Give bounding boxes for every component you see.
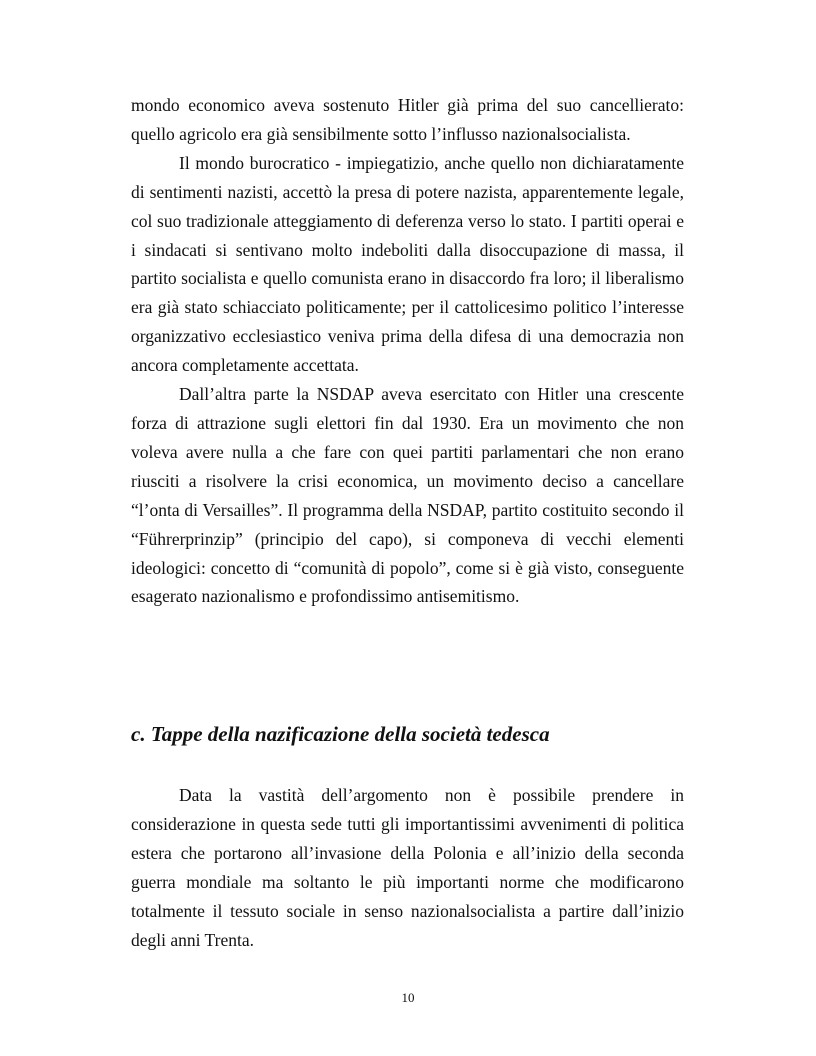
paragraph-nsdap: Dall’altra parte la NSDAP aveva esercitato con Hitler una crescente forza di attrazione sugli elettori fin dal 1930. Era un movimento che non voleva avere nulla a che fare con quei partiti parlamentari che non erano riusciti a risolvere la crisi economica, un movimento deciso a cancellare “l’onta di Versailles”. Il programma della NSDAP, partito costituito secondo il “Führerprinzip” (principio del capo), si componeva di vecchi elementi ideologici: concetto di “comunità di popolo”, come si è già visto, conseguente esagerato nazionalismo e profondissimo antisemitismo. — [131, 384, 684, 607]
section-heading: c. Tappe della nazificazione della società tedesca — [131, 722, 550, 746]
paragraph-section-intro: Data la vastità dell’argomento non è possibile prendere in considerazione in questa sede tutti gli importantissimi avvenimenti di politica estera che portarono all’invasione della Polonia e all’inizio della seconda guerra mondiale ma soltanto le più importanti norme che modificarono totalmente il tessuto sociale in senso nazionalsocialista a partire dall’inizio degli anni Trenta. — [131, 785, 684, 950]
paragraph-bureaucracy: Il mondo burocratico - impiegatizio, anche quello non dichiaratamente di sentimenti nazisti, accettò la presa di potere nazista, apparentemente legale, col suo tradizionale atteggiamento di deferenza verso lo stato. I partiti operai e i sindacati si sentivano molto indeboliti dalla disoccupazione di massa, il partito socialista e quello comunista erano in disaccordo fra loro; il liberalismo era già stato schiacciato politicamente; per il cattolicesimo politico l’interesse organizzativo ecclesiastico veniva prima della difesa di una democrazia non ancora completamente accettata. — [131, 152, 684, 376]
body-text — [131, 91, 684, 611]
section-body — [131, 781, 684, 954]
paragraph-continuation: mondo economico aveva sostenuto Hitler già prima del suo cancellierato: quello agricolo era già sensibilmente sotto l’influsso nazionalsocialista. — [131, 95, 684, 144]
page-number: 10 — [401, 990, 415, 1005]
